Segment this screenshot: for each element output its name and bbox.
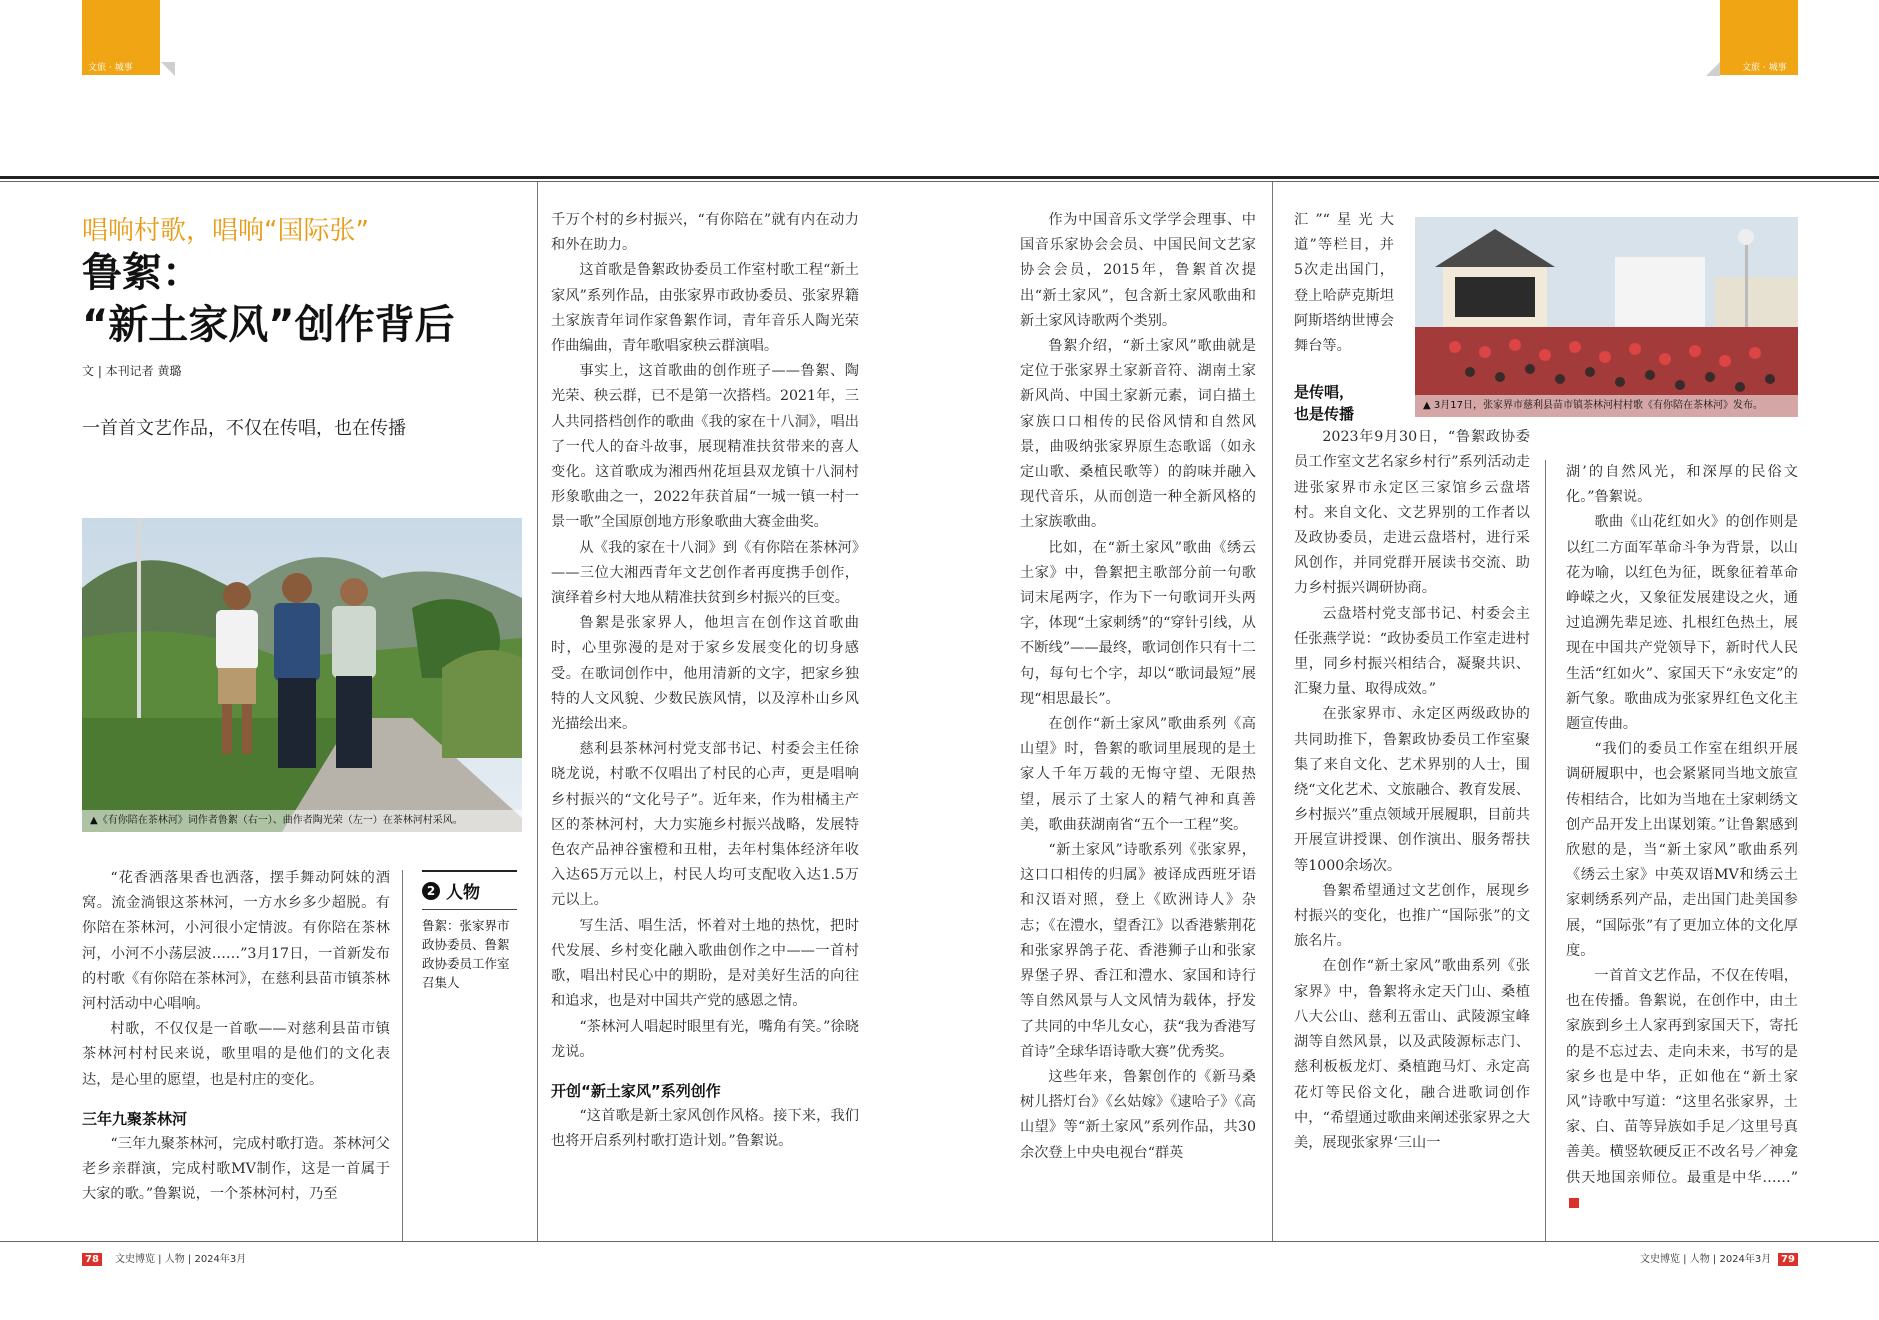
headline-line-2: “新土家风”创作背后 xyxy=(82,302,455,348)
column-5 xyxy=(1566,460,1798,1216)
paragraph: 2023年9月30日，“鲁絮政协委员工作室文艺名家乡村行”系列活动走进张家界市永定区三家馆乡云盘塔村。来自文化、文艺界别的工作者以及政协委员，走进云盘塔村，进行采风创作，并同党群开展读书交流、助力乡村振兴调研协商。 xyxy=(1294,429,1530,597)
sidebar-body: 鲁絮：张家界市政协委员、鲁絮政协委员工作室召集人 xyxy=(422,918,510,990)
paragraph: 从《我的家在十八洞》到《有你陪在茶林河》——三位大湘西青年文艺创作者再度携手创作，演绎着乡村大地从精准扶贫到乡村振兴的巨变。 xyxy=(551,539,859,607)
photo-three-men xyxy=(82,518,522,832)
sidebar-rule-thin xyxy=(422,909,517,910)
section-tab-right xyxy=(1720,0,1798,75)
headline-line-1: 鲁絮： xyxy=(82,250,202,296)
paragraph: 湖’的自然风光，和深厚的民俗文化。”鲁絮说。 xyxy=(1566,464,1798,506)
page-number-left: 78 xyxy=(82,1253,102,1266)
photo-village-event-caption: ▲ 3月17日，张家界市慈利县苗市镇茶林河村村歌《有你陪在茶林河》发布。 xyxy=(1415,395,1798,417)
sidebar-rule xyxy=(422,870,517,872)
paragraph: “我们的委员工作室在组织开展调研履职中，也会紧紧同当地文旅宣传相结合，比如为当地在土家刺绣文创产品开发上出谋划策。”让鲁絮感到欣慰的是，当“新土家风”歌曲系列《绣云土家》中英双语MV和绣云土家刺绣系列产品，走出国门赴美国参展，“国际张”有了更加立体的文化厚度。 xyxy=(1566,741,1798,959)
byline: 文 | 本刊记者 黄璐 xyxy=(82,364,182,378)
footer-left: 文史博览 | 人物 | 2024年3月 xyxy=(115,1254,247,1265)
column-1 xyxy=(82,866,390,1207)
tab-corner-left xyxy=(161,62,175,76)
paragraph: 村歌，不仅仅是一首歌——对慈利县苗市镇茶林河村村民来说，歌里唱的是他们的文化表达，是心里的愿望，也是村庄的变化。 xyxy=(82,1021,390,1088)
paragraph: 在创作“新土家风”歌曲系列《张家界》中，鲁絮将永定天门山、桑植八大公山、慈利五雷山、武陵源宝峰湖等自然风景，以及武陵源标志门、慈利板板龙灯、桑植跑马灯、永定高花灯等民俗文化，融合进歌词创作中，“希望通过歌曲来阐述张家界之大美，展现张家界‘三山一 xyxy=(1294,958,1530,1151)
top-rule xyxy=(0,176,1879,179)
column-divider xyxy=(402,870,403,1242)
paragraph: “新土家风”诗歌系列《张家界，这口口相传的归属》被译成西班牙语和汉语对照，登上《欧洲诗人》杂志；《在澧水，望香江》以香港紫荆花和张家界鸽子花、香港狮子山和张家界堡子界、香江和澧水、家国和诗行等自然风景与人文风情为载体，抒发了共同的中华儿女心，获“我为香港写首诗”全球华语诗歌大赛”优秀奖。 xyxy=(1020,842,1256,1060)
paragraph: “茶林河人唱起时眼里有光，嘴角有笑。”徐晓龙说。 xyxy=(551,1018,859,1060)
paragraph: 云盘塔村党支部书记、村委会主任张燕学说：“政协委员工作室走进村里，同乡村振兴相结合，凝聚共识、汇聚力量、取得成效。” xyxy=(1294,605,1530,698)
photo-three-men-caption: ▲《有你陪在茶林河》词作者鲁絮（右一）、曲作者陶光荣（左一）在茶林河村采风。 xyxy=(82,810,522,832)
section-heading: 开创“新土家风”系列创作 xyxy=(551,1081,721,1100)
paragraph: 作为中国音乐文学学会理事、中国音乐家协会会员、中国民间文艺家协会会员，2015年，鲁絮首次提出“新土家风”，包含新土家风歌曲和新土家风诗歌两个类别。 xyxy=(1020,212,1256,329)
paragraph: 歌曲《山花红如火》的创作则是以红二方面军革命斗争为背景，以山花为喻，以红色为征，既象征着革命峥嵘之火，又象征发展建设之火，通过追溯先辈足迹、扎根红色热土，展现在中国共产党领导下，新时代人民生活“红如火”、家国天下“永安定”的新气象。歌曲成为张家界红色文化主题宣传曲。 xyxy=(1566,514,1798,733)
paragraph: 鲁絮介绍，“新土家风”歌曲就是定位于张家界土家新音符、湖南土家新风尚、中国土家新元素，词白描土家族口口相传的民俗风情和自然风景，曲吸纳张家界原生态歌谣（如永定山歌、桑植民歌等）的韵味并融入现代音乐，从而创造一种全新风格的土家族歌曲。 xyxy=(1020,338,1256,531)
paragraph: 事实上，这首歌曲的创作班子——鲁絮、陶光荣、秧云群，已不是第一次搭档。2021年，三人共同搭档创作的歌曲《我的家在十八洞》，唱出了一代人的奋斗故事，展现精准扶贫带来的喜人变化。这首歌成为湘西州花垣县双龙镇十八洞村形象歌曲之一，2022年获首届“一城一镇一村一景一歌”全国原创地方形象歌曲大赛金曲奖。 xyxy=(551,363,859,531)
sidebar-number-badge: 2 xyxy=(422,882,440,900)
paragraph: “三年九聚茶林河，完成村歌打造。茶林河父老乡亲群演，完成村歌MV制作，这是一首属于大家的歌。”鲁絮说，一个茶林河村，乃至 xyxy=(82,1135,390,1203)
footer-right: 文史博览 | 人物 | 2024年3月 xyxy=(1640,1254,1772,1265)
sidebar-title-label: 人物 xyxy=(446,883,480,903)
top-rule-thin xyxy=(0,181,1879,182)
sidebar-title xyxy=(422,878,517,903)
paragraph-text: 一首首文艺作品，不仅在传唱，也在传播。鲁絮说，在创作中，由土家族到乡土人家再到家国天下，寄托的是不忘过去、走向未来，书写的是家乡也是中华，正如他在“新土家风”诗歌中写道：“这里名张家界，土家、白、苗等异族如手足／这里号真善美。横竖软硬反正不改名号／神龛供天地国亲师位。最重是中华……” xyxy=(1566,968,1798,1186)
article-headline xyxy=(82,247,455,351)
column-divider xyxy=(1272,182,1273,1242)
column-3 xyxy=(1020,208,1256,1166)
column-4-top-narrow xyxy=(1294,208,1394,359)
paragraph xyxy=(1566,964,1798,1216)
paragraph: 鲁絮希望通过文艺创作，展现乡村振兴的变化，也推广“国际张”的文旅名片。 xyxy=(1294,882,1530,950)
article-deck: 一首首文艺作品，不仅在传唱，也在传播 xyxy=(82,418,406,439)
paragraph: 千万个村的乡村振兴，“有你陪在”就有内在动力和外在助力。 xyxy=(551,212,859,254)
photo-three-men-illustration xyxy=(82,518,522,832)
paragraph: 鲁絮是张家界人，他坦言在创作这首歌曲时，心里弥漫的是对于家乡发展变化的切身感受。在歌词创作中，他用清新的文字，把家乡独特的人文风貌、少数民族风情，以及淳朴山乡风光描绘出来。 xyxy=(551,615,859,733)
person-sidebar xyxy=(422,870,517,992)
column-2 xyxy=(551,208,859,1154)
page-number-right: 79 xyxy=(1778,1253,1798,1266)
paragraph: “花香洒落果香也洒落，摆手舞动阿妹的酒窝。流金淌银这茶林河，一方水乡多少超脱。有你陪在茶林河，小河很小定情波。有你陪在茶林河，小河不小荡层波……”3月17日，一首新发布的村歌《有你陪在茶林河》，在慈利县苗市镇茶林河村活动中心唱响。 xyxy=(82,870,390,1013)
section-heading: 三年九聚茶林河 xyxy=(82,1109,188,1128)
column-divider xyxy=(1545,460,1546,1242)
section-heading-line-1: 是传唱， xyxy=(1294,383,1355,402)
column-divider xyxy=(537,182,538,1242)
paragraph: 这首歌是鲁絮政协委员工作室村歌工程“新土家风”系列作品，由张家界市政协委员、张家界籍土家族青年词作家鲁絮作词，青年音乐人陶光荣作曲编曲，青年歌唱家秧云群演唱。 xyxy=(551,262,859,355)
paragraph: 汇”“星光大道”等栏目，并5次走出国门，登上哈萨克斯坦阿斯塔纳世博会舞台等。 xyxy=(1294,212,1394,355)
paragraph: 在张家界市、永定区两级政协的共同助推下，鲁絮政协委员工作室聚集了来自文化、艺术界别的人士，围绕“文化艺术、文旅融合、教育发展、乡村振兴”重点领域开展履职，目前共开展宣讲授课、创作演出、服务帮扶等1000余场次。 xyxy=(1294,706,1530,874)
section-tab-left xyxy=(82,0,160,75)
tab-corner-right xyxy=(1706,62,1720,76)
section-tab-left-label: 文旅 · 城事 xyxy=(88,63,133,73)
section-tab-right-label: 文旅 · 城事 xyxy=(1742,63,1787,73)
paragraph: 在创作“新土家风”歌曲系列《高山望》时，鲁絮的歌词里展现的是土家人千年万载的无悔守望、无限热望，展示了土家人的精气神和真善美，歌曲获湖南省“五个一工程”奖。 xyxy=(1020,716,1256,833)
article-kicker: 唱响村歌，唱响“国际张” xyxy=(82,216,369,246)
column-4 xyxy=(1294,208,1530,1156)
section-heading xyxy=(1294,381,1530,425)
bottom-rule xyxy=(0,1241,1879,1242)
paragraph: 慈利县茶林河村党支部书记、村委会主任徐晓龙说，村歌不仅唱出了村民的心声，更是唱响乡村振兴的“文化号子”。近年来，作为柑橘主产区的茶林河村，大力实施乡村振兴战略，发展特色农产品神谷蜜橙和丑柑，去年村集体经济年收入达65万元以上，村民人均可支配收入达1.5万元以上。 xyxy=(551,741,859,909)
paragraph: 这些年来，鲁絮创作的《新马桑树儿搭灯台》《幺姑嫁》《逮哈子》《高山望》等“新土家风”系列作品，共30余次登上中央电视台“群英 xyxy=(1020,1068,1256,1161)
paragraph: “这首歌是新土家风创作风格。接下来，我们也将开启系列村歌打造计划。”鲁絮说。 xyxy=(551,1107,859,1150)
section-heading-line-2: 也是传播 xyxy=(1294,405,1355,424)
paragraph: 写生活、唱生活，怀着对土地的热忱，把时代发展、乡村变化融入歌曲创作之中——一首村歌，唱出村民心中的期盼，是对美好生活的向往和追求，也是对中国共产党的感恩之情。 xyxy=(551,917,859,1010)
paragraph: 比如，在“新土家风”歌曲《绣云土家》中，鲁絮把主歌部分前一句歌词末尾两字，作为下一句歌词开头两字，体现“土家刺绣”的“穿针引线，从不断线”——最终，歌词创作只有十二句，每句七个字，却以“歌词最短”展现“相思最长”。 xyxy=(1020,539,1256,707)
end-mark-icon xyxy=(1569,1198,1579,1208)
